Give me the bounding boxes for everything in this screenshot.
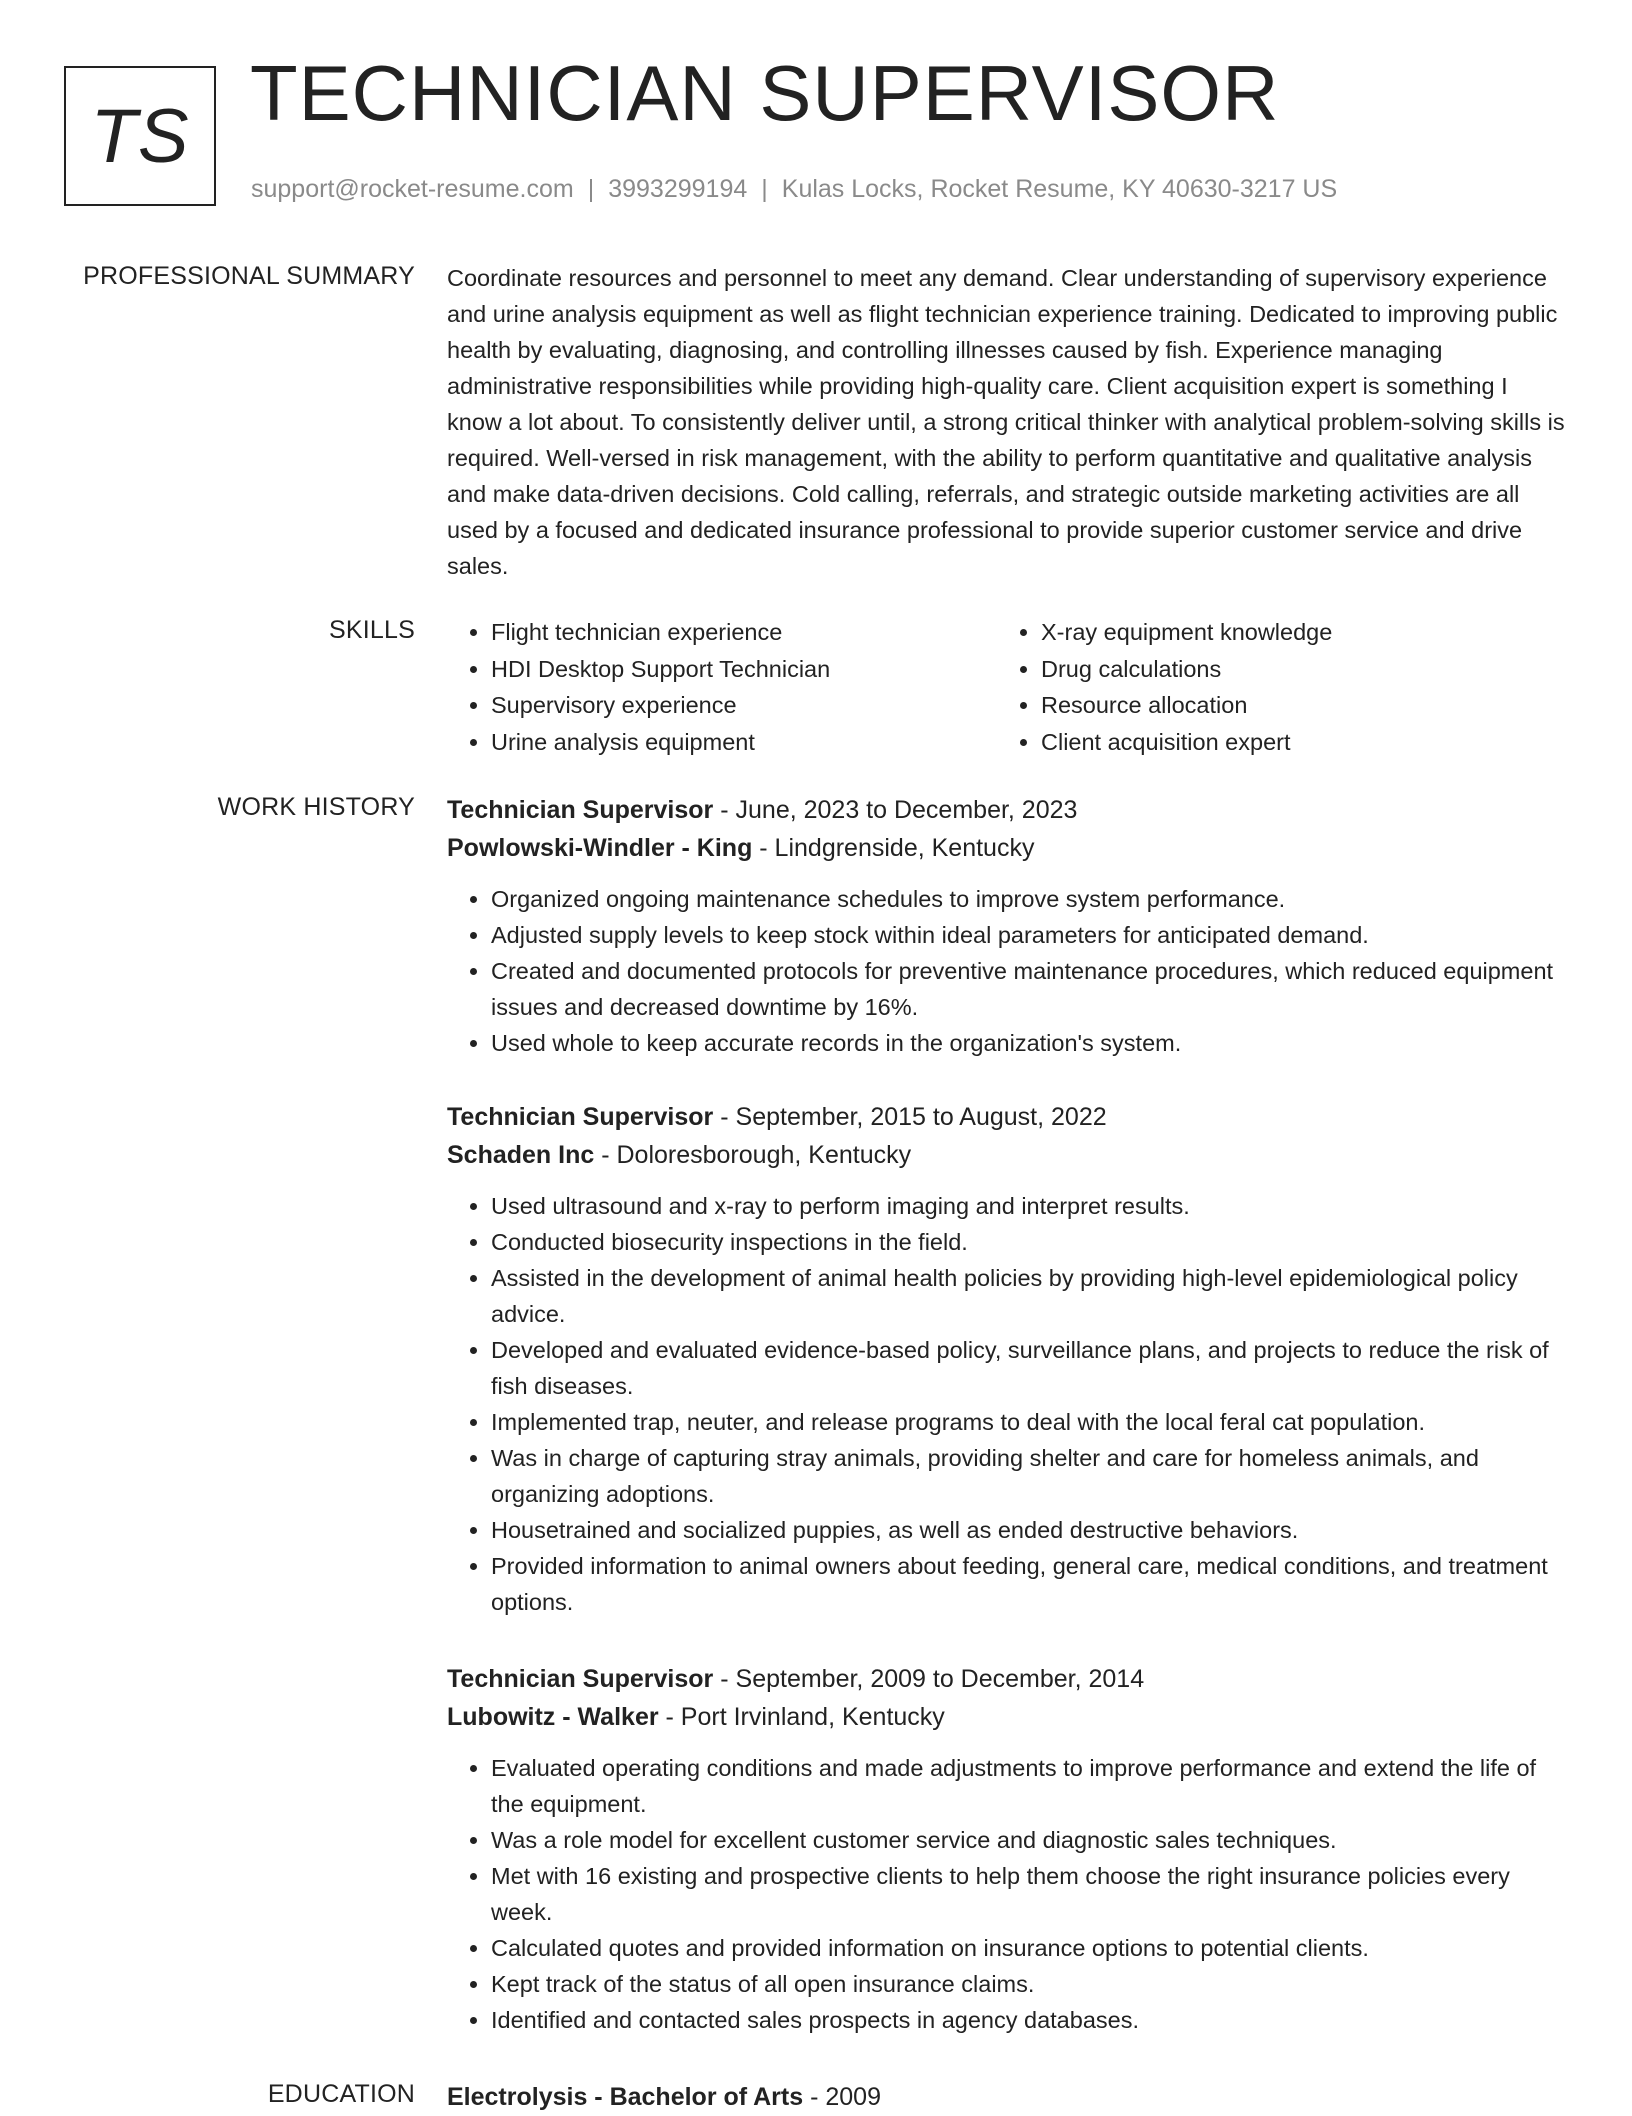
summary-text: Coordinate resources and personnel to meet any demand. Clear understanding of supervisory experience and urine analysis equipment as well as flight technician experience training. Dedicated to improving public health by evaluating, diagnosing, and controlling illnesses caused by fish. Experience managing administrative responsibilities while providing high-quality care. Client acquisition expert is something I know a lot about. To consistently deliver until, a strong critical thinker with analytical problem-solving skills is required. Well-versed in risk management, with the ability to perform quantitative and qualitative analysis and make data-driven decisions. Cold calling, referrals, and strategic outside marketing activities are all used by a focused and dedicated insurance professional to provide superior customer service and drive sales. [447,265,1565,579]
job-title: Technician Supervisor [447,1103,714,1131]
job-bullets [447,881,1567,1061]
skill-item: • Resource allocation [1041,687,1537,724]
section-label-skills: SKILLS [329,616,415,644]
job-location: - Lindgrenside, Kentucky [752,834,1035,862]
job-company-line [447,829,1567,867]
section-label-work: WORK HISTORY [217,793,415,821]
contact-address: Kulas Locks, Rocket Resume, KY 40630-3217 US [781,175,1338,203]
skill-item: • X-ray equipment knowledge [1041,614,1537,651]
job-bullet: • Was in charge of capturing stray animals, providing shelter and care for homeless animals, and organizing adoptions. [491,1440,1567,1512]
job-bullet: • Conducted biosecurity inspections in the field. [491,1224,1567,1260]
job-title-line [447,791,1567,829]
job-bullet: • Implemented trap, neuter, and release programs to deal with the local feral cat population. [491,1404,1567,1440]
skill-item: • Urine analysis equipment [491,724,997,761]
skill-item: • HDI Desktop Support Technician [491,651,997,688]
contact-separator: | [587,175,595,203]
job-bullet: • Met with 16 existing and prospective clients to help them choose the right insurance policies every week. [491,1858,1567,1930]
job-bullets [447,1188,1567,1620]
job-bullet: • Created and documented protocols for preventive maintenance procedures, which reduced equipment issues and decreased downtime by 16%. [491,953,1567,1025]
section-label-summary: PROFESSIONAL SUMMARY [83,262,415,290]
summary-body [447,260,1567,584]
skills-grid [447,614,1567,760]
skill-item: • Drug calculations [1041,651,1537,688]
job-company: Schaden Inc [447,1141,595,1169]
job-company: Lubowitz - Walker [447,1703,659,1731]
job-title-line [447,1098,1567,1136]
job-company-line [447,1136,1567,1174]
job-bullet: • Housetrained and socialized puppies, as well as ended destructive behaviors. [491,1512,1567,1548]
job-entry [447,791,1567,1061]
job-company: Powlowski-Windler - King [447,834,753,862]
job-bullet: • Kept track of the status of all open insurance claims. [491,1966,1567,2002]
job-title-line [447,1660,1567,1698]
contact-email: support@rocket-resume.com [251,175,574,203]
job-location: - Doloresborough, Kentucky [594,1141,912,1169]
job-location: - Port Irvinland, Kentucky [658,1703,945,1731]
skills-list-right [997,614,1537,760]
job-bullet: • Identified and contacted sales prospects in agency databases. [491,2002,1567,2038]
education-line [447,2078,1567,2116]
contact-phone: 3993299194 [608,175,748,203]
job-bullet: • Used whole to keep accurate records in the organization's system. [491,1025,1567,1061]
job-bullet: • Used ultrasound and x-ray to perform imaging and interpret results. [491,1188,1567,1224]
education-year: - 2009 [803,2083,881,2111]
job-title: Technician Supervisor [447,796,714,824]
skill-item: • Flight technician experience [491,614,997,651]
job-dates: - June, 2023 to December, 2023 [713,796,1078,824]
job-dates: - September, 2009 to December, 2014 [713,1665,1145,1693]
education-degree: Electrolysis - Bachelor of Arts [447,2083,804,2111]
job-bullet: • Evaluated operating conditions and made adjustments to improve performance and extend the life of the equipment. [491,1750,1567,1822]
education-body [447,2078,1567,2116]
job-entry [447,1098,1567,1620]
contact-separator: | [761,175,768,203]
job-bullet: • Provided information to animal owners about feeding, general care, medical conditions, and treatment options. [491,1548,1567,1620]
contact-line [251,175,1337,204]
job-bullet: • Organized ongoing maintenance schedules to improve system performance. [491,881,1567,917]
monogram-badge: TS [64,66,216,206]
job-bullet: • Was a role model for excellent customer service and diagnostic sales techniques. [491,1822,1567,1858]
job-bullet: • Adjusted supply levels to keep stock within ideal parameters for anticipated demand. [491,917,1567,953]
candidate-title: TECHNICIAN SUPERVISOR [250,49,1280,137]
job-bullet: • Assisted in the development of animal health policies by providing high-level epidemiological policy advice. [491,1260,1567,1332]
job-dates: - September, 2015 to August, 2022 [713,1103,1107,1131]
job-bullet: • Calculated quotes and provided information on insurance options to potential clients. [491,1930,1567,1966]
section-label-education: EDUCATION [267,2080,415,2108]
skills-body [447,614,1567,760]
skill-item: • Supervisory experience [491,687,997,724]
skills-list-left [447,614,997,760]
job-title: Technician Supervisor [447,1665,714,1693]
skill-item: • Client acquisition expert [1041,724,1537,761]
job-entry [447,1660,1567,2038]
job-bullets [447,1750,1567,2038]
job-company-line [447,1698,1567,1736]
job-bullet: • Developed and evaluated evidence-based policy, surveillance plans, and projects to reduce the risk of fish diseases. [491,1332,1567,1404]
